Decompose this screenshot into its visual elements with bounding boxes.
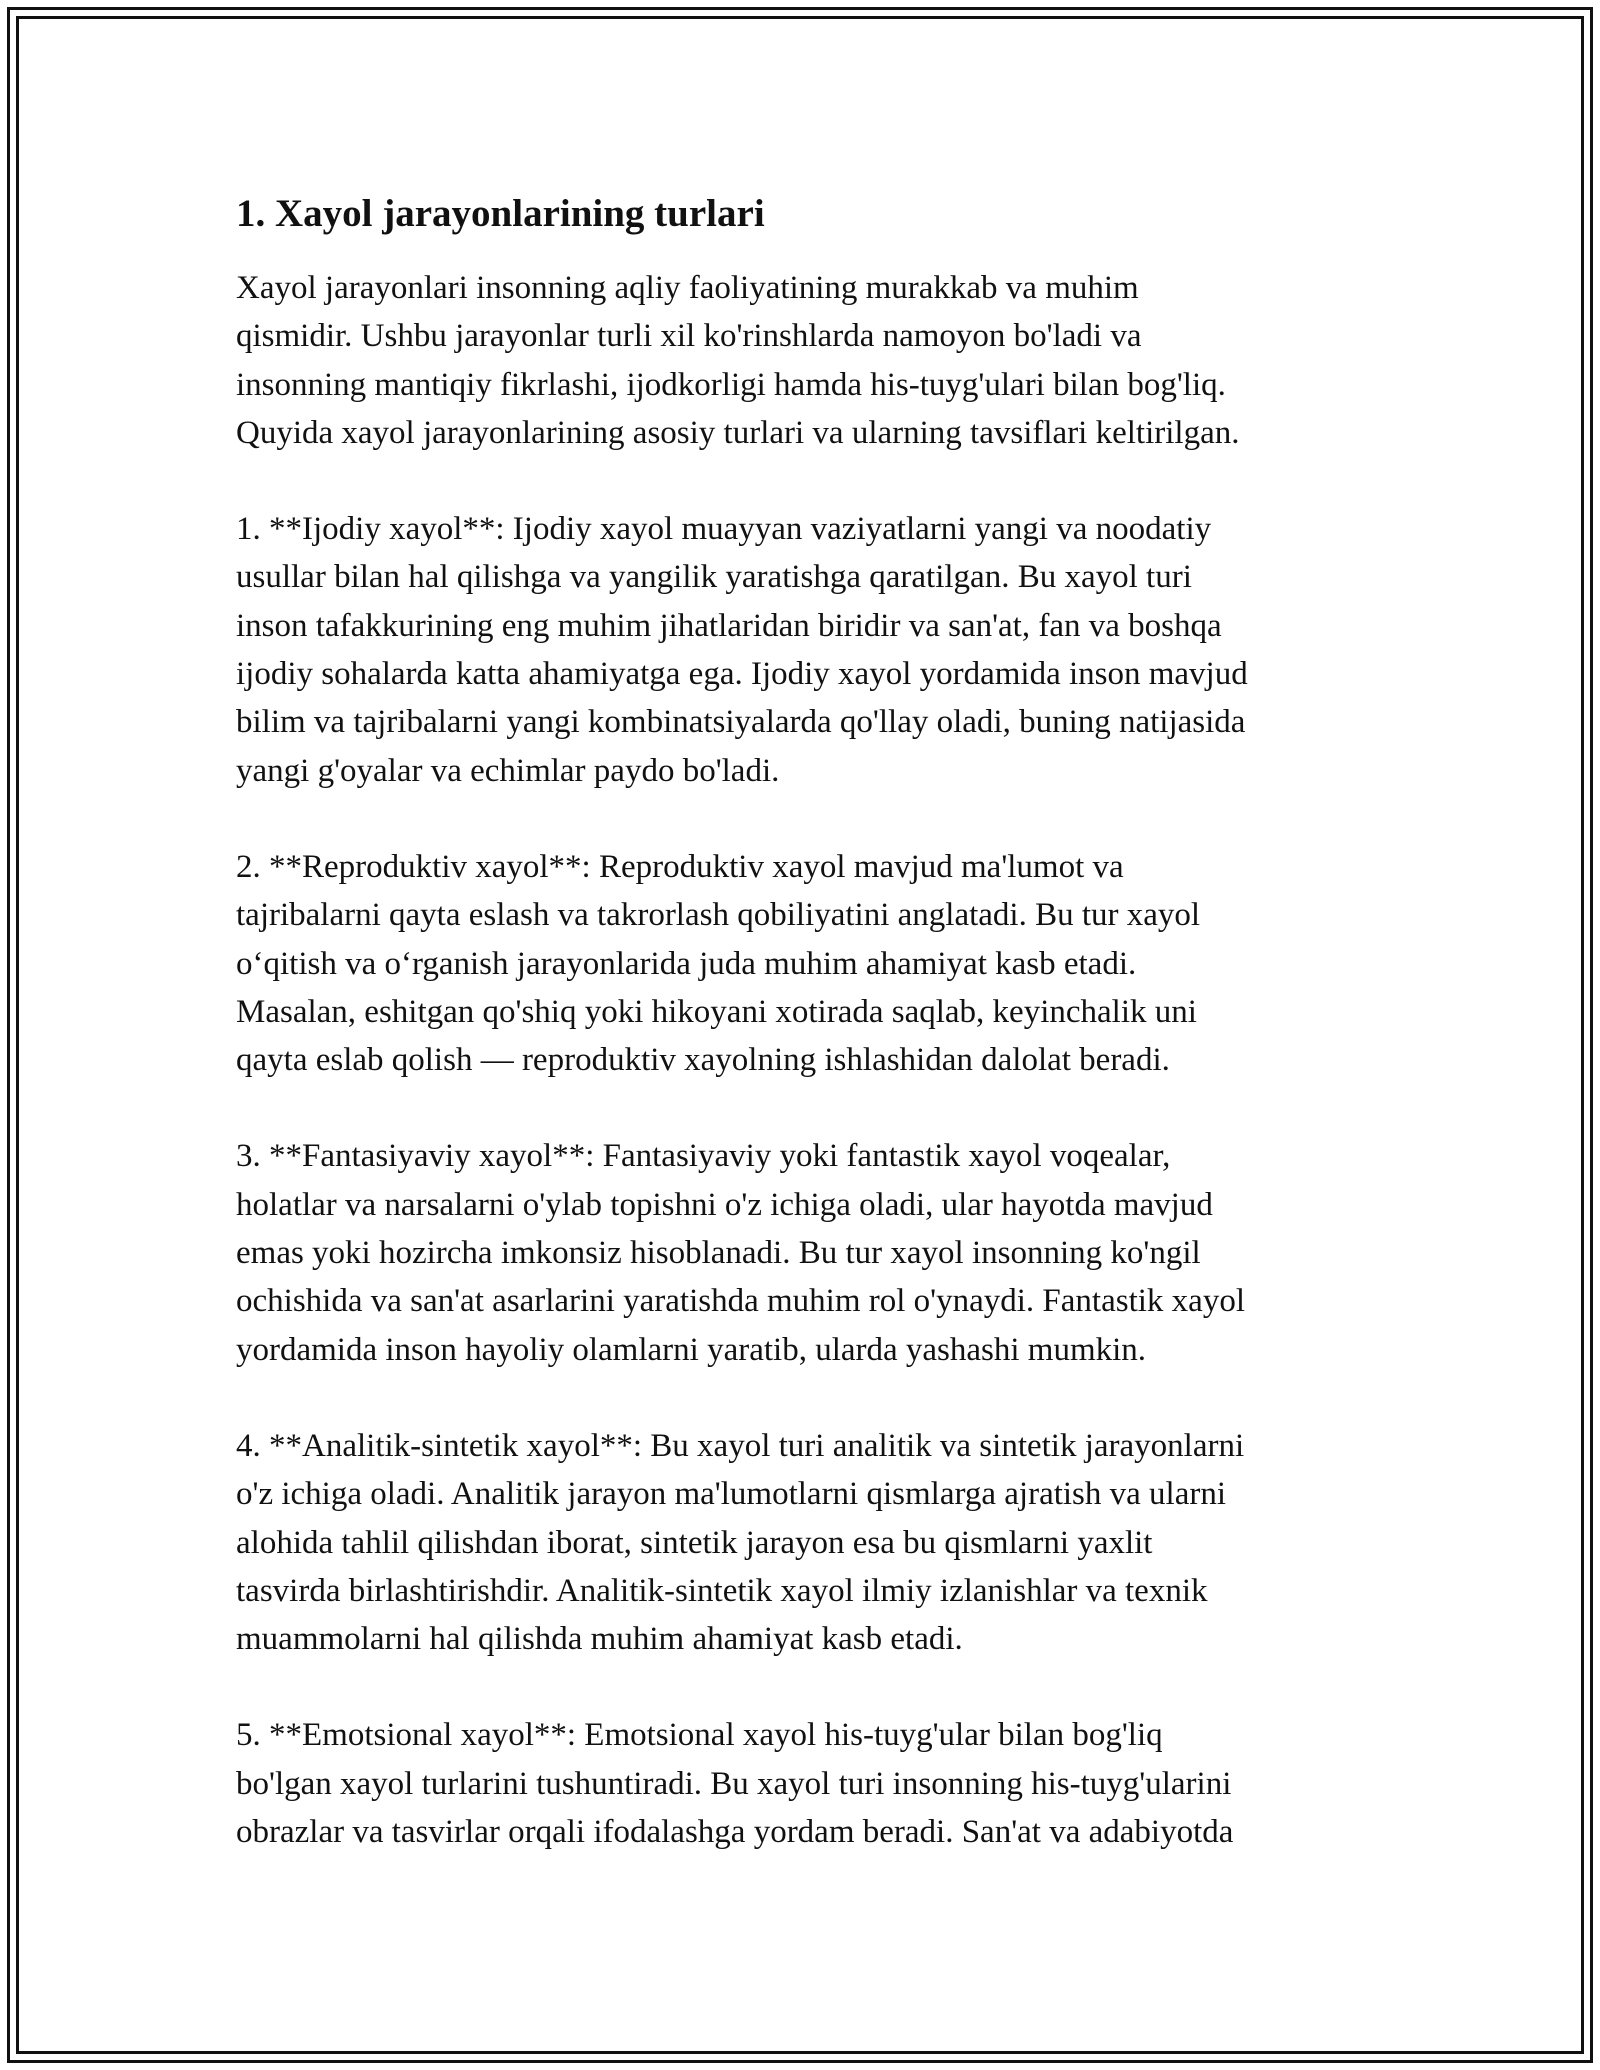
document-body — [236, 186, 1366, 1904]
text-line: ijodiy sohalarda katta ahamiyatga ega. Ijodiy xayol yordamida inson mavjud — [236, 656, 1248, 693]
text-line: o'z ichiga oladi. Analitik jarayon ma'lumotlarni qismlarga ajratish va ularni — [236, 1476, 1227, 1513]
text-line: yangi g'oyalar va echimlar paydo bo'ladi. — [236, 752, 780, 789]
document-title: 1. Xayol jarayonlarining turlari — [236, 192, 765, 235]
text-line: holatlar va narsalarni o'ylab topishni o'z ichiga oladi, ular hayotda mavjud — [236, 1186, 1213, 1223]
text-line: 2. **Reproduktiv xayol**: Reproduktiv xayol mavjud ma'lumot va — [236, 848, 1124, 885]
paragraph — [236, 264, 1366, 457]
text-line: qismidir. Ushbu jarayonlar turli xil ko'rinshlarda namoyon bo'ladi va — [236, 318, 1142, 355]
paragraph — [236, 843, 1366, 1084]
text-line: tajribalarni qayta eslash va takrorlash qobiliyatini anglatadi. Bu tur xayol — [236, 897, 1201, 934]
paragraph — [236, 1422, 1366, 1663]
text-line: muammolarni hal qilishda muhim ahamiyat kasb etadi. — [236, 1621, 963, 1658]
text-line: 5. **Emotsional xayol**: Emotsional xayol his-tuyg'ular bilan bog'liq — [236, 1717, 1163, 1754]
text-line: 1. **Ijodiy xayol**: Ijodiy xayol muayyan vaziyatlarni yangi va noodatiy — [236, 511, 1212, 548]
text-line: Quyida xayol jarayonlarining asosiy turlari va ularning tavsiflari keltirilgan. — [236, 414, 1240, 451]
text-line: obrazlar va tasvirlar orqali ifodalashga yordam beradi. San'at va adabiyotda — [236, 1814, 1234, 1851]
text-line: bilim va tajribalarni yangi kombinatsiyalarda qo'llay oladi, buning natijasida — [236, 704, 1246, 741]
text-line: alohida tahlil qilishdan iborat, sintetik jarayon esa bu qismlarni yaxlit — [236, 1524, 1153, 1561]
text-line: usullar bilan hal qilishga va yangilik yaratishga qaratilgan. Bu xayol turi — [236, 559, 1192, 596]
text-line: emas yoki hozircha imkonsiz hisoblanadi. Bu tur xayol insonning ko'ngil — [236, 1235, 1201, 1272]
paragraph — [236, 1711, 1366, 1856]
text-line: o‘qitish va o‘rganish jarayonlarida juda muhim ahamiyat kasb etadi. — [236, 945, 1137, 982]
text-line: inson tafakkurining eng muhim jihatlaridan biridir va san'at, fan va boshqa — [236, 607, 1222, 644]
paragraph-list — [236, 264, 1366, 1856]
text-line: Masalan, eshitgan qo'shiq yoki hikoyani xotirada saqlab, keyinchalik uni — [236, 993, 1197, 1030]
text-line: tasvirda birlashtirishdir. Analitik-sintetik xayol ilmiy izlanishlar va texnik — [236, 1572, 1208, 1609]
text-line: 4. **Analitik-sintetik xayol**: Bu xayol turi analitik va sintetik jarayonlarni — [236, 1427, 1245, 1464]
paragraph — [236, 505, 1366, 795]
text-line: qayta eslab qolish — reproduktiv xayolning ishlashidan dalolat beradi. — [236, 1042, 1170, 1079]
text-line: ochishida va san'at asarlarini yaratishda muhim rol o'ynaydi. Fantastik xayol — [236, 1283, 1245, 1320]
paragraph — [236, 1132, 1366, 1373]
text-line: insonning mantiqiy fikrlashi, ijodkorligi hamda his-tuyg'ulari bilan bog'liq. — [236, 366, 1226, 403]
text-line: yordamida inson hayoliy olamlarni yaratib, ularda yashashi mumkin. — [236, 1331, 1147, 1368]
text-line: 3. **Fantasiyaviy xayol**: Fantasiyaviy yoki fantastik xayol voqealar, — [236, 1138, 1171, 1175]
text-line: bo'lgan xayol turlarini tushuntiradi. Bu xayol turi insonning his-tuyg'ularini — [236, 1765, 1232, 1802]
text-line: Xayol jarayonlari insonning aqliy faoliyatining murakkab va muhim — [236, 270, 1139, 306]
